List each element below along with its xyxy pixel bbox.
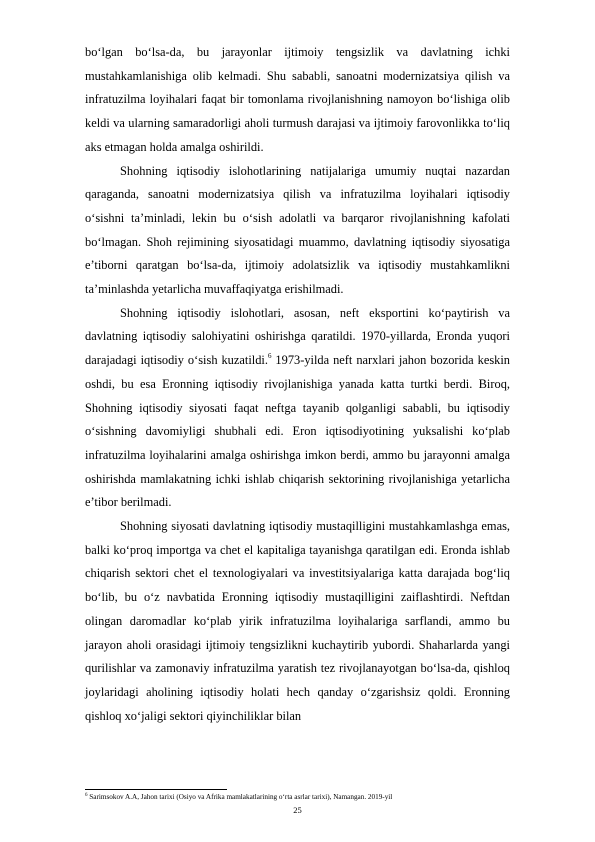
- paragraph-reforms-results: Shohning iqtisodiy islohotlarining natijalariga umumiy nuqtai nazardan qaraganda, sanoatni modernizatsiya qilish va infratuzilma loyihalari iqtisodiy o‘sishni ta’minladi, lekin bu o‘sish adolatli va barqaror rivojlanishning kafolati bo‘lmagan. Shoh rejimining siyosatidagi muammo, davlatning iqtisodiy siyosatiga e’tiborni qaratgan bo‘lsa-da, ijtimoiy adolatsizlik va iqtisodiy mustahkamlikni ta’minlashda yetarlicha muvaffaqiyatga erishilmadi.: [85, 163, 510, 297]
- footnote-text: Sarimsokov A.A, Jahon tarixi (Osiyo va Afrika mamlakatlarining o‘rta asrlar tarixi), Namangan. 2019-yil: [87, 793, 393, 801]
- footnote-separator: [85, 789, 227, 790]
- footnote-mark: 6: [85, 793, 88, 798]
- page-number: 25: [293, 805, 302, 815]
- document-body: [85, 41, 510, 728]
- footnote: [85, 793, 525, 802]
- paragraph-text-part: 1973-yilda neft narxlari jahon bozorida keskin oshdi, bu esa Eronning iqtisodiy rivojlanishiga yanada katta turtki berdi. Biroq, Shohning iqtisodiy siyosati faqat neftga tayanib qolganligi sababli, bu iqtisodiy o‘sishning davomiyligi shubhali edi. Eron iqtisodiyotining yuksalishi ko‘plab infratuzilma loyihalarini amalga oshirishga imkon berdi, ammo bu jarayonni amalga oshirishda mamlakatning ichki ishlab chiqarish sektorining rivojlanishiga yetarlicha e’tibor berilmadi.: [85, 353, 510, 510]
- footnote-reference[interactable]: 6: [267, 352, 272, 361]
- paragraph-economic-policy: Shohning siyosati davlatning iqtisodiy mustaqilligini mustahkamlashga emas, balki ko‘proq importga va chet el kapitaliga tayanishga qaratilgan edi. Eronda ishlab chiqarish sektori chet el texnologiyalari va investitsiyalariga katta darajada bog‘liq bo‘lib, bu o‘z navbatida Eronning iqtisodiy mustaqilligini zaiflashtirdi. Neftdan olingan daromadlar ko‘plab yirik infratuzilma loyihalariga sarflandi, ammo bu jarayon aholi orasidagi ijtimoiy tengsizlikni kuchaytirib yubordi. Shaharlarda yangi qurilishlar va zamonaviy infratuzilma yaratish tez rivojlanayotgan bo‘lsa-da, qishloq joylaridagi aholining iqtisodiy holati hech qanday o‘zgarishsiz qoldi. Eronning qishloq xo‘jaligi sektori qiyinchiliklar bilan: [85, 519, 510, 723]
- paragraph-oil-exports: [85, 302, 510, 515]
- paragraph-text-part: Shohning iqtisodiy islohotlari, asosan, neft eksportini ko‘paytirish va davlatning iqtisodiy salohiyatini oshirishga qaratildi. 1970-yillarda, Eronda yuqori darajadagi iqtisodiy o‘sish kuzatildi.: [85, 305, 510, 368]
- paragraph-continuation: bo‘lgan bo‘lsa-da, bu jarayonlar ijtimoiy tengsizlik va davlatning ichki mustahkamlanishiga olib kelmadi. Shu sababli, sanoatni modernizatsiya qilish va infratuzilma loyihalari faqat bir tomonlama rivojlanishning namoyon bo‘lishiga olib keldi va ularning samaradorligi aholi turmush darajasi va ijtimoiy farovonlikka to‘liq aks etmagan holda amalga oshirildi.: [85, 45, 510, 154]
